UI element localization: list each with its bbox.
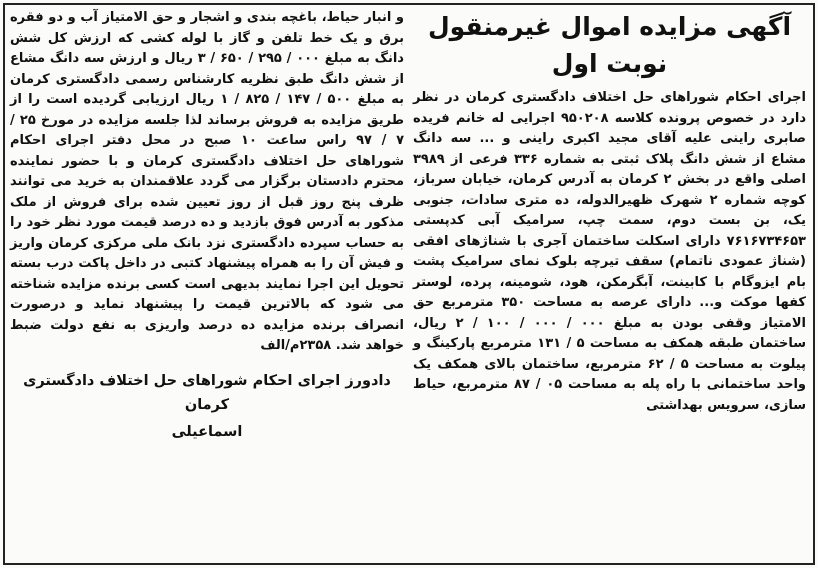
left-column-body: و انبار حیاط، باغچه بندی و اشجار و حق الامتیاز آب و دو فقره برق و یک خط تلفن و گاز با لوله کشی که ارزش کل شش دانگ به مبلغ ۰۰۰ / ۲۹۵ / ۶۵۰ / ۳ ریال و ارزش سه دانگ مشاع از شش دانگ طبق نظریه کارشناس رسمی دادگستری کرمان به مبلغ ۵۰۰ / ۱۴۷ / ۸۲۵ / ۱ ریال ارزیابی گردیده است را از طریق مزایده به فروش برساند لذا جلسه مزایده در مورخ ۲۵ / ۷ / ۹۷ راس ساعت ۱۰ صبح در محل دفتر اجرای احکام شوراهای حل اختلاف دادگستری کرمان و با حضور نماینده محترم دادستان برگزار می گردد علاقمندان به خرید می توانند ظرف پنج روز قبل از روز تعیین شده برای فروش از ملک مذکور به آدرس فوق بازدید و ده درصد قیمت مورد نظر خود را به حساب سپرده دادگستری نزد بانک ملی مرکزی کرمان واریز و فیش آن را به همراه پیشنهاد کتبی در داخل پاکت درب بسته تحویل این اجرا نمایند بدیهی است کسی برنده مزایده شناخته می شود که بالاترین قیمت را پیشنهاد نماید و درصورت انصراف برنده مزایده ده درصد واریزی به نفع دولت ضبط خواهد شد. ۲۳۵۸م/الف bbox=[10, 10, 404, 353]
signature-title: دادورز اجرای احکام شوراهای حل اختلاف دادگستری کرمان bbox=[23, 372, 391, 413]
notice-subtitle: نوبت اول bbox=[551, 49, 668, 78]
right-column bbox=[413, 8, 806, 560]
notice-title: آگهی مزایده اموال غیرمنقول bbox=[427, 12, 792, 41]
right-column-body: اجرای احکام شوراهای حل اختلاف دادگستری کرمان در نظر دارد در خصوص پرونده کلاسه ۹۵۰۲۰۸ اجرایی له خانم فریده صابری راینی علیه آقای مجید اکبری راینی و ... سه دانگ مشاع از شش دانگ پلاک ثبتی به شماره ۳۳۶ فرعی از ۳۹۸۹ اصلی واقع در بخش ۲ کرمان به آدرس کرمان، خیابان سرباز، کوچه شماره ۲ شهرک ظهیرالدوله، ده متری سادات، جنوبی یک، بن بست دوم، سمت چپ، سرامیک آبی کدپستی ۷۶۱۶۷۳۴۶۵۳ دارای اسکلت ساختمان آجری با شناژهای افقی (شناژ عمودی ناتمام) سقف تیرچه بلوک نمای سرامیک پشت بام ایزوگام با کابینت، آبگرمکن، هود، شومینه، پرده، لوستر کفها موکت و... دارای عرصه به مساحت ۳۵۰ مترمربع حق الامتیاز وقفی بودن به مبلغ ۰۰۰ / ۰۰۰ / ۱۰۰ / ۲ ریال، ساختمان طبقه همکف به مساحت ۵ / ۱۳۱ مترمربع پارکینگ و پیلوت به مساحت ۵ / ۶۲ مترمربع، ساختمان بالای همکف یک واحد ساختمانی با راه پله به مساحت ۰۵ / ۸۷ مترمربع، حیاط سازی، سرویس بهداشتی bbox=[413, 90, 807, 413]
signature-name: اسماعیلی bbox=[171, 423, 243, 440]
left-column bbox=[10, 8, 404, 560]
